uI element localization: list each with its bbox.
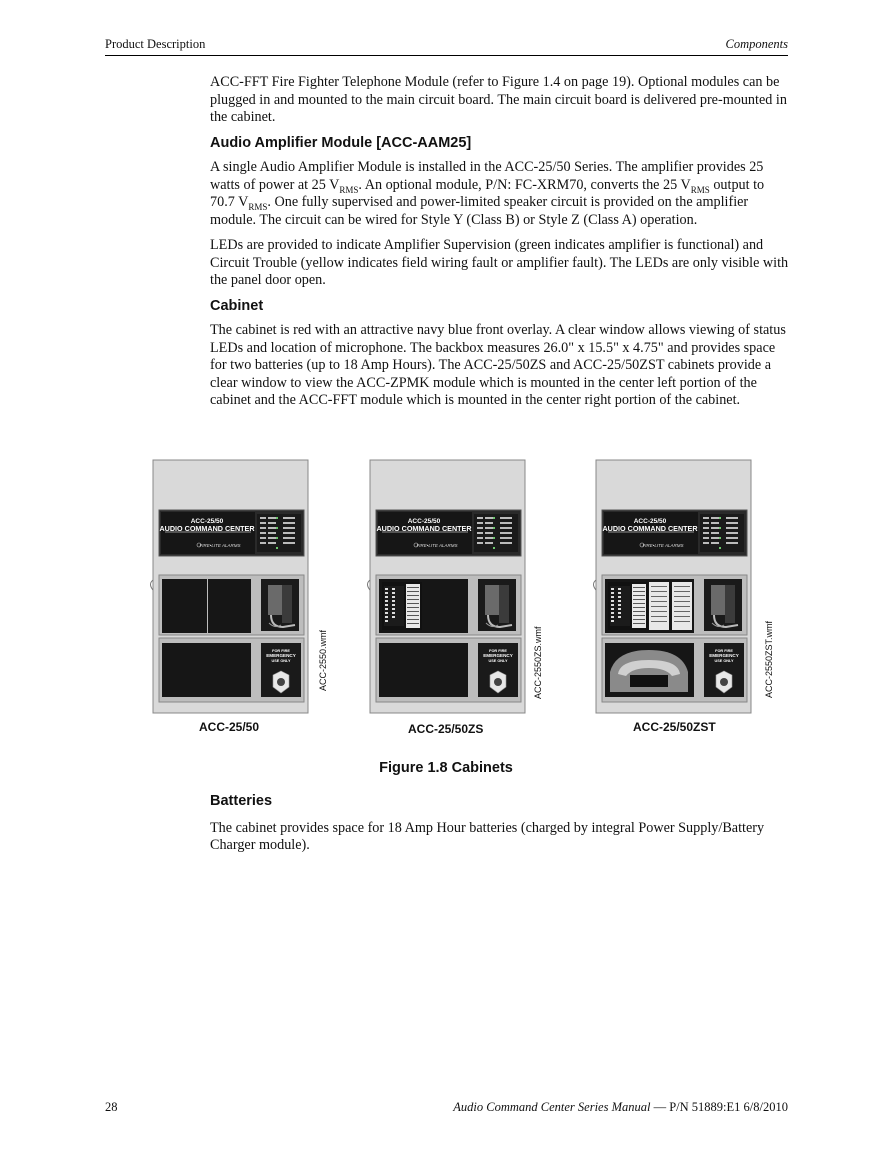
panel-model-1: ACC-25/50 (190, 518, 224, 525)
heading-cabinet: Cabinet (210, 297, 264, 314)
cabinet-acc-25-50zst (594, 460, 752, 713)
cabinet-label-3: ACC-25/50ZST (633, 720, 716, 734)
svg-text:USE ONLY: USE ONLY (714, 659, 734, 663)
paragraph-batteries: The cabinet provides space for 18 Amp Hour batteries (charged by integral Power Supply/Battery Charger module). (210, 819, 765, 853)
panel-model-3: ACC-25/50 (633, 518, 667, 525)
footer-manual: Audio Command Center Series Manual — P/N 51889:E1 6/8/2010 (453, 1100, 788, 1114)
file-label-3: ACC-2550ZST.wmf (764, 620, 774, 698)
svg-text:FOR FIRE: FOR FIRE (489, 649, 507, 653)
cabinet-acc-25-50zs (368, 460, 526, 713)
cabinet-label-2: ACC-25/50ZS (408, 722, 484, 736)
paragraph-fft: ACC-FFT Fire Fighter Telephone Module (refer to Figure 1.4 on page 19). Optional modules can be plugged in and mounted to the main circuit board. The main circuit board is delivered pre-mounted in the cabinet. (210, 74, 787, 125)
brand-2: FIRE•LITE ALARMS (416, 543, 458, 548)
svg-text:EMERGENCY: EMERGENCY (483, 653, 513, 658)
svg-text:USE ONLY: USE ONLY (271, 659, 291, 663)
svg-text:USE ONLY: USE ONLY (488, 659, 508, 663)
paragraph-cabinet: The cabinet is red with an attractive navy blue front overlay. A clear window allows viewing of status LEDs and location of microphone. The backbox measures 26.0" x 15.5" x 4.75" and provides space for two batteries (up to 18 Amp Hours). The ACC-25/50ZS and ACC-25/50ZST cabinets provide a clear window to view the ACC-ZPMK module which is mounted in the center left portion of the cabinet and the ACC-FFT module which is mounted in the center right portion of the cabinet. (210, 322, 786, 408)
brand-1: FIRE•LITE ALARMS (199, 543, 241, 548)
panel-title-2: AUDIO COMMAND CENTER (376, 524, 472, 533)
brand-3: FIRE•LITE ALARMS (642, 543, 684, 548)
heading-batteries: Batteries (210, 793, 273, 809)
panel-title-1: AUDIO COMMAND CENTER (159, 524, 255, 533)
svg-text:EMERGENCY: EMERGENCY (266, 653, 296, 658)
page-number: 28 (105, 1100, 118, 1114)
cabinet-acc-25-50 (151, 460, 309, 713)
cabinet-label-1: ACC-25/50 (199, 720, 260, 734)
figure-caption: Figure 1.8 Cabinets (379, 760, 513, 776)
running-header-right: Components (725, 37, 788, 51)
batteries-section (210, 793, 790, 855)
svg-text:FOR FIRE: FOR FIRE (272, 649, 290, 653)
panel-title-3: AUDIO COMMAND CENTER (602, 524, 698, 533)
panel-model-2: ACC-25/50 (407, 518, 441, 525)
paragraph-leds: LEDs are provided to indicate Amplifier Supervision (green indicates amplifier is functional) and Circuit Trouble (yellow indicates field wiring fault or amplifier fault). The LEDs are only visible with the panel door open. (210, 237, 789, 288)
paragraph-amplifier: A single Audio Amplifier Module is installed in the ACC-25/50 Series. The amplifier provides 25 watts of power at 25 $V_{RMS}$. An optional module, P/N: FC-XRM70, converts the 25 $V_{RMS}$ output to 70.7 $V_{RMS}$. One fully supervised and power-limited speaker circuit is provided on the amplifier module. The circuit can be wired for Style Y (Class B) or Style Z (Class A) operation. (210, 159, 765, 228)
svg-text:FOR FIRE: FOR FIRE (715, 649, 733, 653)
file-label-2: ACC-2550ZS.wmf (533, 626, 543, 699)
svg-text:EMERGENCY: EMERGENCY (709, 653, 739, 658)
file-label-1: ACC-2550.wmf (318, 629, 328, 691)
running-header-left: Product Description (105, 37, 206, 51)
heading-audio-amplifier: Audio Amplifier Module [ACC-AAM25] (210, 134, 472, 151)
